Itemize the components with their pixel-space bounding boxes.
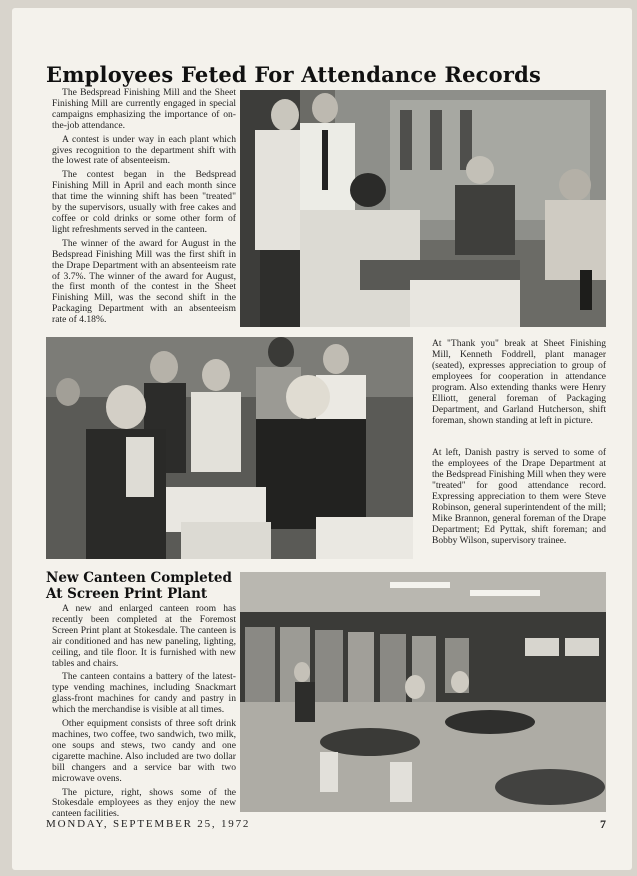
caption-thank-you-break: At "Thank you" break at Sheet Finishing Mill, Kenneth Foddrell, plant manager (seated), expresses appreciation to group of employees for cooperation in attendance program. Also extending thanks were Henry Elliott, general foreman of Packaging Department, and Garland Hutcherson, shift foreman, shown standing at left in picture. (432, 339, 606, 426)
issue-date: MONDAY, SEPTEMBER 25, 1972 (46, 818, 251, 830)
paragraph: A contest is under way in each plant which gives recognition to the department shift with the lowest rate of absenteeism. (52, 133, 236, 167)
paragraph: The contest began in the Bedspread Finishing Mill in April and each month since that time the winning shift has been "treated" by the supervisors, usually with free cakes and coffee or cold drinks or some other form of light refreshments served in the canteen. (52, 169, 236, 235)
paragraph: The picture, right, shows some of the Stokesdale employees as they enjoy the new canteen facilities. (52, 786, 236, 820)
paragraph: The winner of the award for August in the Bedspread Finishing Mill was the first shift in the Drape Department with an absenteeism rate of 3.7%. The winner of the award for August, the first month of the contest in the Sheet Finishing Mill, was the second shift in the Packaging Department with an absenteeism rate of 4.18%. (52, 237, 236, 326)
paragraph: The Bedspread Finishing Mill and the Sheet Finishing Mill are currently engaged in special campaigns emphasizing the importance of on-the-job attendance. (52, 87, 236, 131)
photo-pastry-served (46, 337, 413, 559)
paragraph: A new and enlarged canteen room has recently been completed at the Foremost Screen Print plant at Stokesdale. The canteen is air conditioned and has new paneling, lighting, ceiling, and tile floor. It is furnished with new tables and chairs. (52, 603, 236, 669)
paragraph: The canteen contains a battery of the latest-type vending machines, including Snackmart glass-front machines for candy and pastry in which the merchandise is visible at all times. (52, 671, 236, 716)
paragraph: Other equipment consists of three soft drink machines, two coffee, two sandwich, two milk, one soups and stews, two candy and one cigarette machine. Also included are two dollar bill changers and a service bar with two microwave ovens. (52, 718, 236, 784)
canteen-headline: New Canteen Completed At Screen Print Plant (46, 570, 232, 602)
page-number: 7 (600, 817, 606, 831)
photo-new-canteen (240, 572, 606, 812)
article-attendance (52, 88, 236, 329)
article-canteen (52, 604, 236, 823)
photo-thank-you-break (240, 90, 606, 327)
caption-pastry-served: At left, Danish pastry is served to some of the employees of the Drape Department at the Bedspread Finishing Mill when they were "treated" for good attendance record. Expressing appreciation to them were Steve Robinson, general superintendent of the mill; Mike Brannon, general foreman of the Drape Department; Ed Pyttak, shift foreman; and Bobby Wilson, supervisory trainee. (432, 448, 606, 546)
page-headline: Employees Feted For Attendance Records (46, 62, 542, 87)
